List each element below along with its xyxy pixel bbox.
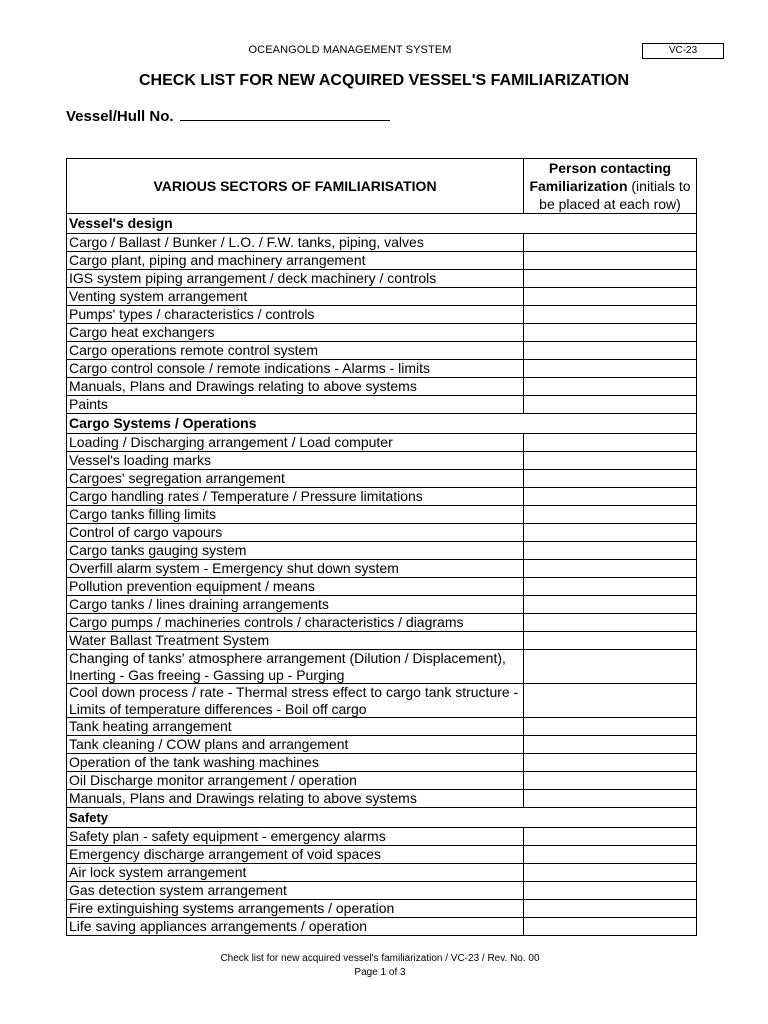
checklist-item-label: Tank cleaning / COW plans and arrangement: [67, 736, 524, 754]
checklist-row: [67, 452, 697, 470]
initials-header-bold: Person contacting Familiarization: [529, 160, 672, 194]
section-title: Vessel's design: [67, 214, 697, 234]
initials-cell[interactable]: [524, 596, 697, 614]
initials-cell[interactable]: [524, 324, 697, 342]
initials-cell[interactable]: [524, 360, 697, 378]
initials-cell[interactable]: [524, 378, 697, 396]
checklist-row: [67, 684, 697, 718]
initials-cell[interactable]: [524, 396, 697, 414]
checklist-item-label: Cargo tanks / lines draining arrangements: [67, 596, 524, 614]
initials-cell[interactable]: [524, 828, 697, 846]
initials-cell[interactable]: [524, 560, 697, 578]
checklist-item-label: Safety plan - safety equipment - emergency alarms: [67, 828, 524, 846]
initials-cell[interactable]: [524, 506, 697, 524]
checklist-row: [67, 542, 697, 560]
vessel-hull-label: Vessel/Hull No.: [66, 108, 174, 125]
checklist-item-label: Control of cargo vapours: [67, 524, 524, 542]
initials-cell[interactable]: [524, 614, 697, 632]
initials-cell[interactable]: [524, 846, 697, 864]
checklist-row: [67, 790, 697, 808]
initials-cell[interactable]: [524, 288, 697, 306]
checklist-row: [67, 772, 697, 790]
table-header-row: [67, 159, 697, 214]
checklist-row: [67, 506, 697, 524]
checklist-item-label: Cool down process / rate - Thermal stress effect to cargo tank structure -Limits of temperature differences - Boil off cargo: [67, 684, 524, 718]
familiarization-checklist-table: [66, 158, 697, 936]
checklist-row: [67, 560, 697, 578]
section-title: Cargo Systems / Operations: [67, 414, 697, 434]
initials-cell[interactable]: [524, 452, 697, 470]
checklist-item-label: Cargo / Ballast / Bunker / L.O. / F.W. tanks, piping, valves: [67, 234, 524, 252]
vessel-hull-field[interactable]: [66, 108, 390, 125]
checklist-row: [67, 270, 697, 288]
initials-cell[interactable]: [524, 542, 697, 560]
checklist-row: [67, 324, 697, 342]
initials-cell[interactable]: [524, 342, 697, 360]
checklist-row: [67, 900, 697, 918]
checklist-item-label: Emergency discharge arrangement of void spaces: [67, 846, 524, 864]
footer-page-number: Page 1 of 3: [354, 967, 406, 978]
checklist-item-label: Cargo tanks filling limits: [67, 506, 524, 524]
checklist-item-label: Loading / Discharging arrangement / Load computer: [67, 434, 524, 452]
initials-cell[interactable]: [524, 736, 697, 754]
checklist-row: [67, 918, 697, 936]
checklist-item-label: Manuals, Plans and Drawings relating to above systems: [67, 378, 524, 396]
section-row: [67, 414, 697, 434]
checklist-row: [67, 882, 697, 900]
checklist-row: [67, 252, 697, 270]
checklist-row: [67, 614, 697, 632]
checklist-row: [67, 378, 697, 396]
checklist-item-label: Overfill alarm system - Emergency shut down system: [67, 560, 524, 578]
checklist-item-label: Fire extinguishing systems arrangements / operation: [67, 900, 524, 918]
initials-cell[interactable]: [524, 772, 697, 790]
initials-cell[interactable]: [524, 918, 697, 936]
checklist-item-label: Tank heating arrangement: [67, 718, 524, 736]
checklist-row: [67, 596, 697, 614]
checklist-row: [67, 360, 697, 378]
initials-cell[interactable]: [524, 650, 697, 684]
checklist-row: [67, 846, 697, 864]
initials-header-note: (initials to be placed at each row): [539, 178, 691, 212]
initials-cell[interactable]: [524, 882, 697, 900]
checklist-item-label: Paints: [67, 396, 524, 414]
checklist-row: [67, 234, 697, 252]
checklist-row: [67, 736, 697, 754]
checklist-row: [67, 754, 697, 772]
initials-cell[interactable]: [524, 864, 697, 882]
checklist-item-label: Cargo handling rates / Temperature / Pressure limitations: [67, 488, 524, 506]
initials-cell[interactable]: [524, 434, 697, 452]
checklist-row: [67, 434, 697, 452]
section-title: Safety: [67, 808, 697, 828]
checklist-item-label: Life saving appliances arrangements / operation: [67, 918, 524, 936]
checklist-item-label: IGS system piping arrangement / deck machinery / controls: [67, 270, 524, 288]
initials-cell[interactable]: [524, 790, 697, 808]
section-row: [67, 214, 697, 234]
initials-column-header: [524, 159, 697, 214]
checklist-row: [67, 288, 697, 306]
checklist-item-label: Pumps' types / characteristics / controls: [67, 306, 524, 324]
initials-cell[interactable]: [524, 718, 697, 736]
checklist-item-label: Operation of the tank washing machines: [67, 754, 524, 772]
checklist-row: [67, 342, 697, 360]
checklist-row: [67, 828, 697, 846]
system-name: OCEANGOLD MANAGEMENT SYSTEM: [248, 44, 452, 56]
checklist-item-label: Cargo tanks gauging system: [67, 542, 524, 560]
checklist-item-label: Cargo plant, piping and machinery arrangement: [67, 252, 524, 270]
checklist-row: [67, 864, 697, 882]
checklist-item-label: Air lock system arrangement: [67, 864, 524, 882]
checklist-item-label: Venting system arrangement: [67, 288, 524, 306]
checklist-row: [67, 632, 697, 650]
checklist-item-label: Changing of tanks' atmosphere arrangement (Dilution / Displacement), Inerting - Gas freeing - Gassing up - Purging: [67, 650, 524, 684]
initials-cell[interactable]: [524, 684, 697, 718]
vessel-hull-blank-line[interactable]: [180, 119, 390, 121]
checklist-row: [67, 578, 697, 596]
sectors-column-header: VARIOUS SECTORS OF FAMILIARISATION: [67, 159, 524, 214]
checklist-item-label: Cargo pumps / machineries controls / characteristics / diagrams: [67, 614, 524, 632]
checklist-item-label: Vessel's loading marks: [67, 452, 524, 470]
footer-doc-ref: Check list for new acquired vessel's familiarization / VC-23 / Rev. No. 00: [220, 953, 540, 964]
initials-cell[interactable]: [524, 578, 697, 596]
checklist-item-label: Cargo operations remote control system: [67, 342, 524, 360]
checklist-item-label: Oil Discharge monitor arrangement / operation: [67, 772, 524, 790]
checklist-item-label: Cargoes' segregation arrangement: [67, 470, 524, 488]
checklist-row: [67, 650, 697, 684]
checklist-item-label: Cargo control console / remote indications - Alarms - limits: [67, 360, 524, 378]
checklist-row: [67, 488, 697, 506]
checklist-row: [67, 524, 697, 542]
initials-cell[interactable]: [524, 270, 697, 288]
checklist-item-label: Gas detection system arrangement: [67, 882, 524, 900]
initials-cell[interactable]: [524, 900, 697, 918]
checklist-row: [67, 306, 697, 324]
form-code-box: VC-23: [642, 43, 724, 59]
initials-cell[interactable]: [524, 524, 697, 542]
document-title: CHECK LIST FOR NEW ACQUIRED VESSEL'S FAMILIARIZATION: [138, 72, 630, 89]
checklist-item-label: Cargo heat exchangers: [67, 324, 524, 342]
initials-cell[interactable]: [524, 632, 697, 650]
initials-cell[interactable]: [524, 470, 697, 488]
checklist-row: [67, 470, 697, 488]
checklist-item-label: Pollution prevention equipment / means: [67, 578, 524, 596]
checklist-item-label: Water Ballast Treatment System: [67, 632, 524, 650]
initials-cell[interactable]: [524, 234, 697, 252]
initials-cell[interactable]: [524, 754, 697, 772]
section-row: [67, 808, 697, 828]
checklist-row: [67, 718, 697, 736]
checklist-row: [67, 396, 697, 414]
initials-cell[interactable]: [524, 252, 697, 270]
initials-cell[interactable]: [524, 306, 697, 324]
initials-cell[interactable]: [524, 488, 697, 506]
checklist-item-label: Manuals, Plans and Drawings relating to above systems: [67, 790, 524, 808]
